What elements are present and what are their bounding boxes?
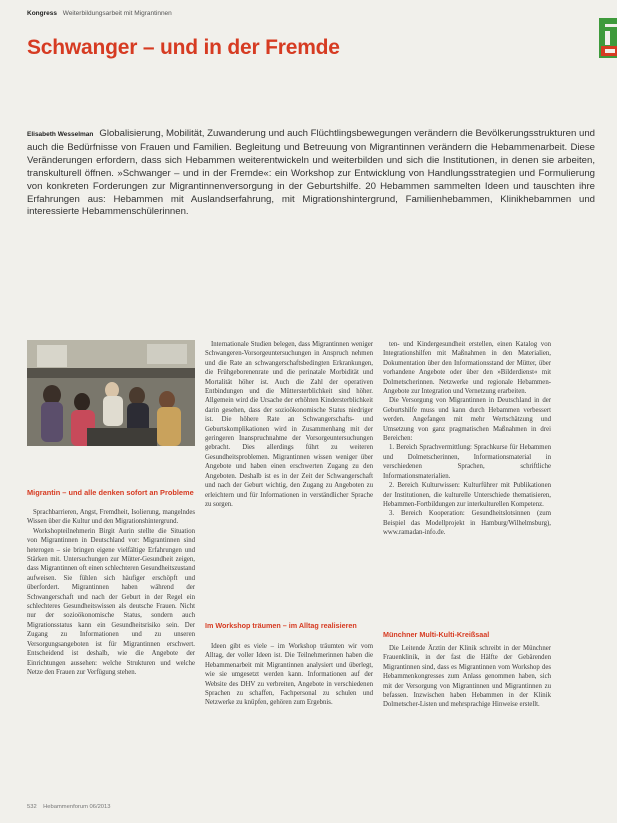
column-1 bbox=[27, 508, 195, 798]
article-title: Schwanger – und in der Fremde bbox=[27, 36, 340, 59]
lead-text: Globalisierung, Mobilität, Zuwanderung und auch Flüchtlingsbewegungen verändern die Bevölkerungsstrukturen und auch die Bedürfnisse von Frauen und Familien. Begleitung und Betreuung von Migrantinnen verändern die Hebammenarbeit. Diese Veränderungen erfordern, dass sich Hebammen weiterentwickeln und weiterbilden und sich die Institutionen, in denen sie arbeiten, transkulturell öffnen. »Schwanger – und in der Fremde«: ein Workshop zur Entwicklung von Handlungsstrategien und Formulierung von konkreten Forderungen zur Migrantinnenversorgung in der Geburtshilfe. 20 Hebammen sammelten Ideen und tauschten ihre Erfahrungen aus: Hebammen mit Auslandserfahrung, mit Migrationshintergrund, Familienhebammen, Klinikhebammen und interessierte Hebammenschülerinnen. bbox=[27, 128, 595, 218]
section-kicker bbox=[27, 10, 172, 17]
list-item: 3. Bereich Kooperation: Gesundheitslotsinnen (zum Beispiel das Modellprojekt in Hamburg/Wilhelmsburg), www.ramadan-info.de. bbox=[383, 510, 551, 537]
publication-name: Hebammenforum 06/2013 bbox=[43, 804, 111, 810]
section-subtitle: Weiterbildungsarbeit mit Migrantinnen bbox=[62, 10, 172, 17]
paragraph: Sprachbarrieren, Angst, Fremdheit, Isolierung, mangelndes Wissen über die Kultur und den Migrationshintergrund. bbox=[27, 509, 195, 526]
list-item: 2. Bereich Kulturwissen: Kulturführer mit Publikationen der Institutionen, die kulturelle Unterschiede thematisieren, Hebammen-Fortbildungen zur interkulturellen Kompetenz. bbox=[383, 482, 551, 508]
paragraph: Die Versorgung von Migrantinnen in Deutschland in der Geburtshilfe muss und kann durch Hebammen verbessert werden. Angefangen mit mehr Wertschätzung und Umsetzung von ganz pragmatischen Maßnahmen in drei Bereichen: bbox=[383, 397, 551, 443]
article-lead bbox=[27, 128, 595, 219]
caption-heading: Migrantin – und alle denken sofort an Probleme bbox=[27, 488, 194, 497]
page-footer bbox=[27, 804, 110, 810]
subheading-workshop: Im Workshop träumen – im Alltag realisieren bbox=[205, 621, 357, 630]
paragraph: Internationale Studien belegen, dass Migrantinnen weniger Schwangeren-Vorsorgeuntersuchungen in Anspruch nehmen und die Rate an schwangerschaftsbedingten Erkrankungen, die Frühgeborenenrate und die perinatale Morbidität und Mortalität höher ist. Auch die Zahl der operativen Entbindungen und die Müttersterblichkeit sind höher. Allgemein wird die Ursache der erhöhten Kindersterblichkeit darin gesehen, dass der sozioökonomische Status niedriger ist. Die höhere Rate an Schwangerschafts- und Geburtskomplikationen wird in Zusammenhang mit der geringeren Inanspruchnahme der Vorsorgeuntersuchungen gebracht. Dies allerdings führt zu weiteren Gesundheitsproblemen. Migrantinnen wissen weniger über Angebote und haben einen erschwerten Zugang zu den Angeboten. Deshalb ist es in der Zeit der Schwangerschaft und nach der Geburt wichtig, den Zugang zu Angeboten zu erleichtern und für Informationen in verständlicher Sprache zu sorgen. bbox=[205, 341, 373, 508]
column-2 bbox=[205, 340, 373, 610]
workshop-photo bbox=[27, 340, 195, 446]
paragraph: ten- und Kindergesundheit erstellen, einen Katalog von Integrationshilfen mit Maßnahmen in den Materialien, Dokumentation über den Informationsstand der Mütter, über vorhandene Angebote oder über den »Bilderdienst« mit Dolmetscherinnen. Netzwerke und regionale Hebammen-Angebote zur Integration und Vernetzung erarbeiten. bbox=[383, 341, 551, 396]
page-number: 532 bbox=[27, 804, 37, 810]
section-label: Kongress bbox=[27, 10, 57, 17]
paragraph: Workshopteilnehmerin Birgit Aurin stellte die Situation von Migrantinnen in Deutschland vor: Migrantinnen sind heterogen – sie bringen eigene vielfältige Erfahrungen und Stärken mit. Untersuchungen zur Mütter-Gesundheit zeigen, dass Migrantinnen oft einen schlechteren Gesundheitszustand aufweisen. Sie fühlen sich häufiger erschöpft und überfordert. Migrantinnen haben während der Schwangerschaft und nach der Geburt in der Regel ein schlechteres Gesundheitswissen als deutsche Frauen. Nicht nur der sozioökonomische Status, sondern auch Migrationsstatus kann ein Gesundheitsrisiko sein. Der Zugang zu Informationen und zu unseren Versorgungsangeboten ist für Migrantinnen erschwert. Entscheidend ist deshalb, wie die Angebote der Einrichtungen aussehen: welche Strukturen und welche Netze den Frauen zur Verfügung stehen. bbox=[27, 527, 195, 676]
subheading-munich: Münchner Multi-Kulti-Kreißsaal bbox=[383, 630, 490, 639]
paragraph: Ideen gibt es viele – im Workshop träumten wir vom Alltag, der voller Ideen ist. Die Teilnehmerinnen haben die Hebammenarbeit mit Migrantinnen analysiert und überlegt, wie sie umgesetzt werden kann. Informationen auf der Website des DHV zu verbreiten, Angebote in verschiedenen Sprachen zu schaffen, Fachpersonal zu schulen und Netzwerke zu knüpfen, gehören zum Ergebnis. bbox=[205, 643, 373, 707]
author-name: Elisabeth Wesselman bbox=[27, 131, 94, 138]
column-2-continued bbox=[205, 642, 373, 798]
paragraph: Die Leitende Ärztin der Klinik schreibt in der Münchner Frauenklinik, in der fast die Hälfte der Gebärenden Migrantinnen sind, dass es Migrantinnen vom Workshop des Hebammenkongresses zum Anlass genommen haben, sich mit der Versorgung von Migrantinnen und Migrantinnen zu befassen. Inzwischen haben Hebammen in der Klinik Dolmetscher-Listen und mehrsprachige Hinweise erstellt. bbox=[383, 645, 551, 709]
list-item: 1. Bereich Sprachvermittlung: Sprachkurse für Hebammen und Dolmetscherinnen, Informationsmaterial in verschiedenen Sprachen, schriftliche Informationsmaterialien. bbox=[383, 444, 551, 480]
column-3-continued bbox=[383, 644, 551, 798]
magazine-logo bbox=[595, 16, 617, 60]
column-3 bbox=[383, 340, 551, 610]
